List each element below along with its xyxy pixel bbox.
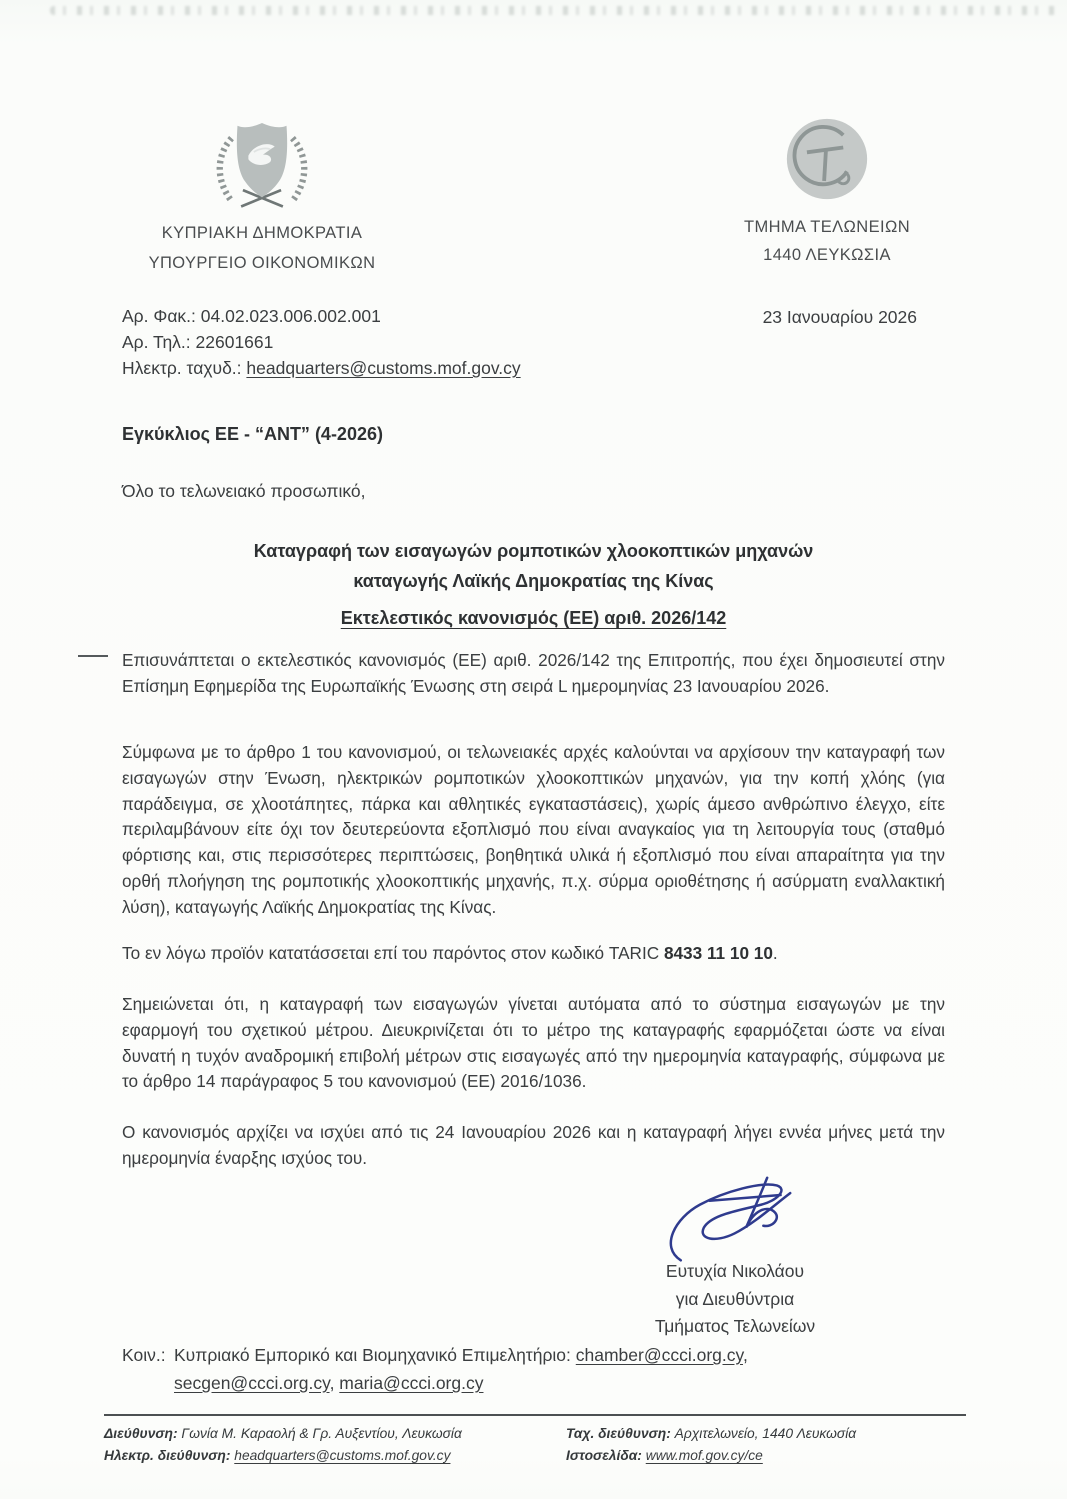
- paragraph-automatic-registration: Σημειώνεται ότι, η καταγραφή των εισαγωγών γίνεται αυτόματα από το σύστημα εισαγωγών με την εφαρμογή του σχετικού μέτρου. Διευκρινίζεται ότι το μέτρο της καταγραφής εφαρμόζεται ώστε να είναι δυνατή η τυχόν αναδρομική επιβολή μέτρων στις εισαγωγές από την ημερομηνία καταγραφής, σύμφωνα με το άρθρο 14 παράγραφος 5 του κανονισμού (ΕΕ) 2016/1036.: [122, 994, 945, 1092]
- footer-address-line: [104, 1423, 566, 1445]
- footer-postal-value: Αρχιτελωνείο, 1440 Λευκωσία: [674, 1426, 857, 1441]
- cc-email-chamber-link[interactable]: chamber@ccci.org.cy: [575, 1345, 743, 1365]
- footer-address-label: Διεύθυνση:: [104, 1426, 182, 1441]
- title-line-1: Καταγραφή των εισαγωγών ρομποτικών χλοοκοπτικών μηχανών: [253, 541, 814, 561]
- cyprus-coat-of-arms-icon: [203, 112, 321, 212]
- paragraph-registration-scope: Σύμφωνα με το άρθρο 1 του κανονισμού, οι τελωνειακές αρχές καλούνται να αρχίσουν την καταγραφή των εισαγωγών στην Ένωση, ηλεκτρικών ρομποτικών χλοοκοπτικών μηχανών, για την κοπή χλόης (για παράδειγμα, σε χλοοτάπητες, πάρκα και αθλητικές εγκαταστάσεις), χωρίς άμεσο ανθρώπινο έλεγχο, είτε περιλαμβάνουν είτε όχι τον δευτερεύοντα εξοπλισμό που είναι αναγκαίος για τη λειτουργία τους (σταθμό φόρτισης και, στις περισσότερες περιπτώσεις, βοηθητικά υλικά ή εξοπλισμό που είναι απαραίτητα για την ορθή πλοήγηση της ρομποτικής χλοοκοπτικής μηχανής, π.χ. σύρμα οριοθέτησης ή ασύρματη εναλλακτική λύση), καταγωγής Λαϊκής Δημοκρατίας της Κίνας.: [122, 742, 945, 917]
- department-name: ΤΜΗΜΑ ΤΕΛΩΝΕΙΩΝ: [743, 218, 911, 236]
- paragraph-validity: Ο κανονισμός αρχίζει να ισχύει από τις 24 Ιανουαρίου 2026 και η καταγραφή λήγει εννέα μήνες μετά την ημερομηνία έναρξης ισχύος του.: [122, 1122, 945, 1168]
- header-email-link[interactable]: headquarters@customs.mof.gov.cy: [246, 358, 521, 378]
- cc-line-2: [174, 1369, 945, 1397]
- signature-block: [598, 1172, 872, 1341]
- taric-period: .: [772, 943, 778, 963]
- department-postcode: 1440 ΛΕΥΚΩΣΙΑ: [763, 246, 891, 264]
- margin-dash-mark: [78, 655, 108, 657]
- footer-email-label: Ηλεκτρ. διεύθυνση:: [104, 1448, 235, 1463]
- cc-recipient: Κυπριακό Εμπορικό και Βιομηχανικό Επιμελητήριο:: [174, 1345, 576, 1365]
- footer-web-line: [566, 1445, 966, 1467]
- file-number-value: 04.02.023.006.002.001: [200, 306, 381, 326]
- title-line-2: καταγωγής Λαϊκής Δημοκρατίας της Κίνας: [353, 571, 714, 591]
- cc-comma: ,: [742, 1345, 748, 1365]
- taric-code-value: 8433 11 10 10: [663, 943, 773, 963]
- footer-website-link[interactable]: www.mof.gov.cy/ce: [645, 1448, 763, 1463]
- phone-line: [122, 329, 945, 355]
- scan-noise-band: [50, 6, 1057, 15]
- reference-block: [122, 303, 945, 381]
- cc-separator: ,: [329, 1373, 340, 1393]
- phone-value: 22601661: [195, 332, 274, 352]
- circular-number: Εγκύκλιος ΕΕ - “ΑΝΤ” (4-2026): [122, 424, 383, 444]
- cc-email-maria-link[interactable]: maria@ccci.org.cy: [339, 1373, 484, 1393]
- cc-line-1: [122, 1341, 945, 1369]
- footer-email-line: [104, 1445, 566, 1467]
- header-republic-block: [128, 112, 396, 273]
- handwritten-signature: [653, 1172, 818, 1268]
- phone-label: Αρ. Τηλ.:: [122, 332, 196, 352]
- signatory-department: Τμήματος Τελωνείων: [654, 1316, 816, 1336]
- signatory-name: Ευτυχία Νικολάου: [665, 1261, 805, 1281]
- paragraph-attachment: Επισυνάπτεται ο εκτελεστικός κανονισμός (ΕΕ) αριθ. 2026/142 της Επιτροπής, που έχει δημοσιευτεί στην Επίσημη Εφημερίδα της Ευρωπαϊκής Ένωσης στη σειρά L ημερομηνίας 23 Ιανουαρίου 2026.: [122, 650, 945, 696]
- ministry-name: ΥΠΟΥΡΓΕΙΟ ΟΙΚΟΝΟΜΙΚΩΝ: [148, 254, 376, 272]
- cc-label: Κοιν.:: [122, 1345, 166, 1365]
- letter-date: 23 Ιανουαρίου 2026: [762, 307, 917, 327]
- footer-web-label: Ιστοσελίδα:: [566, 1448, 646, 1463]
- footer-postal-line: [566, 1423, 966, 1445]
- footer-address-value: Γωνία Μ. Καραολή & Γρ. Αυξεντίου, Λευκωσία: [181, 1426, 462, 1441]
- letterhead-footer: [104, 1414, 966, 1467]
- letter-title: [122, 536, 945, 633]
- paragraph-taric-code: [122, 941, 945, 967]
- footer-email-link[interactable]: headquarters@customs.mof.gov.cy: [234, 1448, 451, 1463]
- footer-postal-label: Ταχ. διεύθυνση:: [566, 1426, 675, 1441]
- regulation-reference: Εκτελεστικός κανονισμός (ΕΕ) αριθ. 2026/142: [340, 608, 727, 628]
- footer-left-column: [104, 1423, 566, 1467]
- republic-name: ΚΥΠΡΙΑΚΗ ΔΗΜΟΚΡΑΤΙΑ: [161, 224, 363, 242]
- taric-text: Το εν λόγω προϊόν κατατάσσεται επί του παρόντος στον κωδικό TARIC: [122, 943, 664, 963]
- header-customs-block: [712, 116, 942, 265]
- cc-email-secgen-link[interactable]: secgen@ccci.org.cy: [174, 1373, 330, 1393]
- customs-department-logo-icon: [784, 116, 870, 202]
- email-line: [122, 355, 945, 381]
- salutation: Όλο το τελωνειακό προσωπικό,: [122, 481, 366, 501]
- email-label: Ηλεκτρ. ταχυδ.:: [122, 358, 247, 378]
- signatory-capacity: για Διευθύντρια: [675, 1288, 795, 1309]
- footer-right-column: [566, 1423, 966, 1467]
- cc-block: [122, 1341, 945, 1397]
- file-number-label: Αρ. Φακ.:: [122, 306, 201, 326]
